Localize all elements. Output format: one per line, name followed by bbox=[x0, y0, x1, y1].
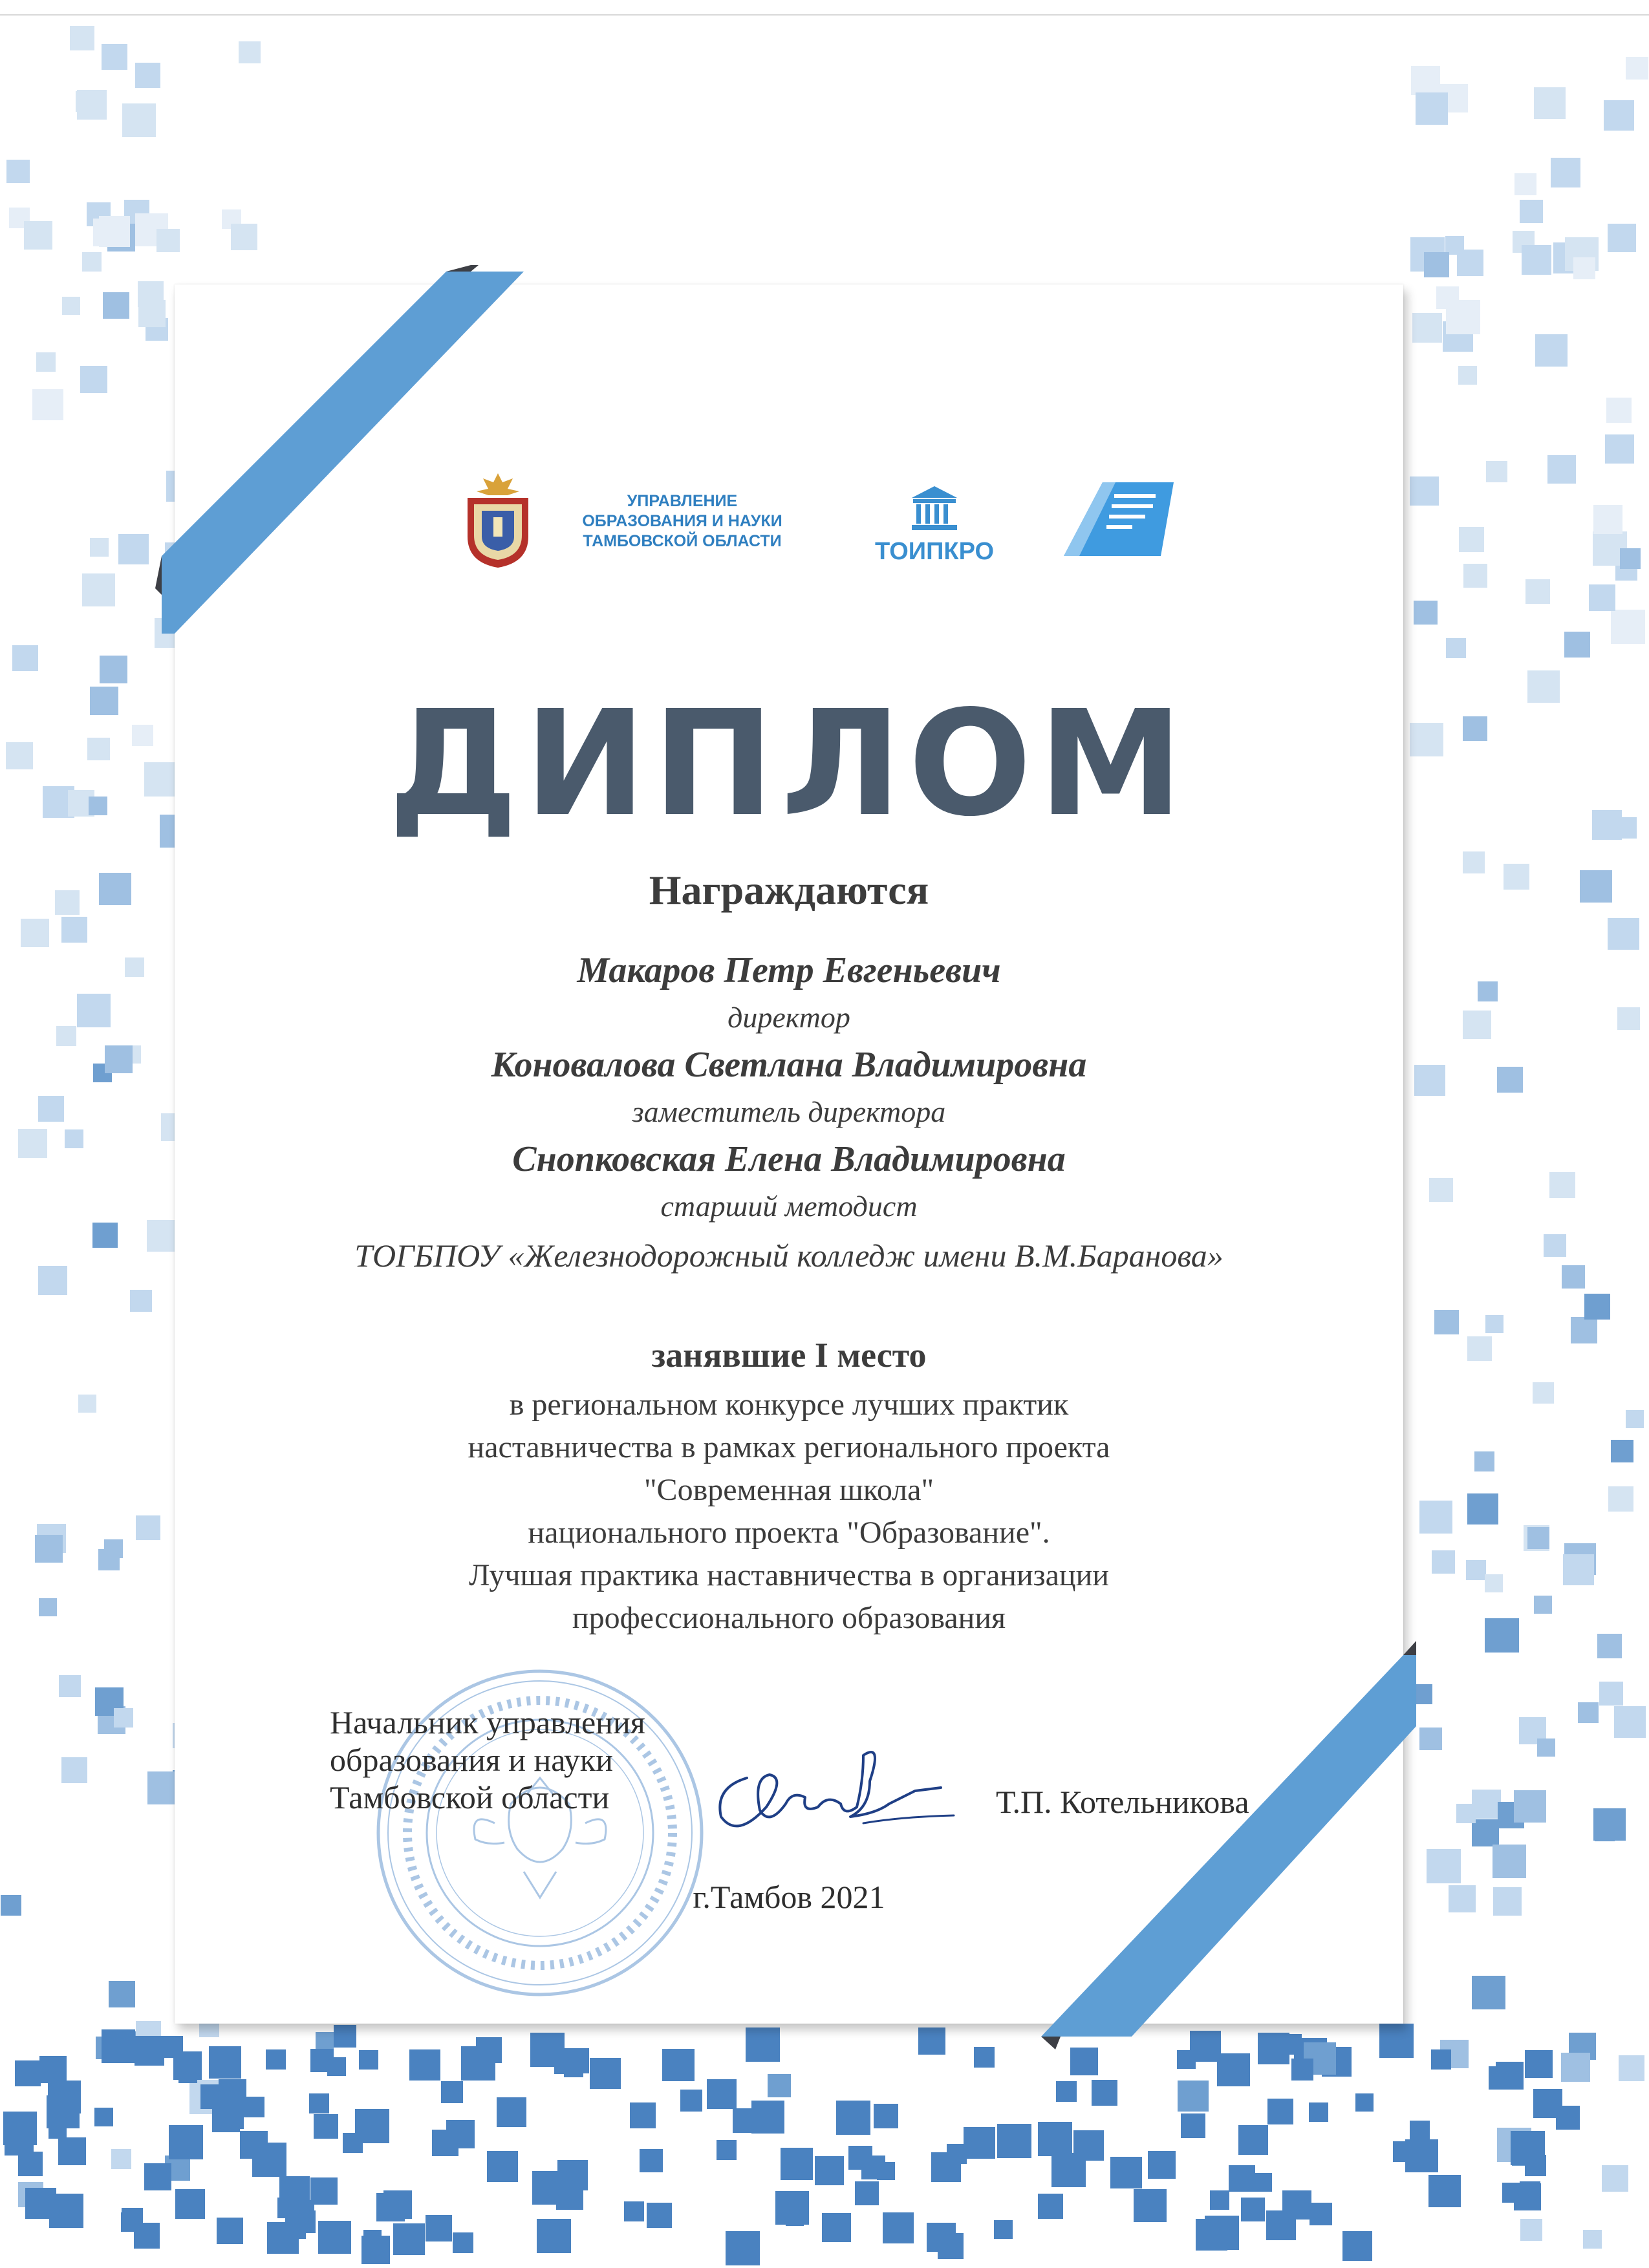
decor-square bbox=[1414, 601, 1438, 625]
decor-square bbox=[103, 292, 129, 319]
decor-square bbox=[530, 2033, 565, 2067]
decor-square bbox=[1533, 1382, 1554, 1404]
contest-line: национального проекта "Образование". bbox=[528, 1515, 1050, 1550]
decor-square bbox=[6, 160, 30, 183]
decor-square bbox=[77, 90, 107, 120]
decor-square bbox=[1597, 1634, 1622, 1658]
decor-square bbox=[77, 994, 111, 1027]
decor-square bbox=[1534, 87, 1566, 119]
decor-square bbox=[1, 1895, 21, 1916]
decor-square bbox=[169, 2125, 195, 2151]
decor-square bbox=[1416, 92, 1448, 125]
decor-square bbox=[161, 2036, 183, 2058]
decor-square bbox=[662, 2049, 695, 2081]
decor-square bbox=[1608, 1486, 1633, 1512]
decor-square bbox=[6, 742, 33, 769]
decor-square bbox=[1178, 2081, 1209, 2112]
decor-square bbox=[1414, 1065, 1445, 1096]
decor-square bbox=[132, 725, 153, 746]
decor-square bbox=[32, 389, 63, 420]
decor-square bbox=[768, 2074, 791, 2097]
decor-square bbox=[931, 2152, 961, 2182]
decor-square bbox=[1525, 2050, 1553, 2078]
decor-square bbox=[1614, 1706, 1646, 1738]
diploma-sheet bbox=[175, 284, 1403, 2024]
decor-square bbox=[1525, 579, 1550, 604]
decor-square bbox=[109, 1981, 135, 2007]
decor-square bbox=[1458, 366, 1477, 385]
decor-square bbox=[647, 2203, 672, 2228]
decor-square bbox=[1573, 257, 1595, 279]
decor-square bbox=[1564, 632, 1590, 658]
decor-square bbox=[1605, 434, 1634, 464]
decor-square bbox=[964, 2127, 995, 2159]
decor-square bbox=[1485, 1315, 1503, 1333]
decor-square bbox=[1602, 2165, 1628, 2192]
decor-square bbox=[1583, 2230, 1602, 2249]
coat-of-arms-icon bbox=[462, 472, 534, 569]
signatory-title: Начальник управления образования и науки Тамбовской области bbox=[330, 1704, 645, 1815]
decor-square bbox=[38, 1266, 67, 1295]
scan-top-edge bbox=[0, 14, 1649, 16]
decor-square bbox=[1619, 2055, 1644, 2081]
handwritten-signature bbox=[708, 1733, 973, 1849]
decor-square bbox=[12, 645, 38, 671]
decor-square bbox=[746, 2027, 780, 2062]
decor-square bbox=[92, 1223, 118, 1248]
decor-square bbox=[997, 2124, 1031, 2158]
decor-square bbox=[630, 2102, 656, 2128]
decor-square bbox=[1463, 1011, 1491, 1039]
decor-square bbox=[156, 229, 180, 252]
decor-square bbox=[39, 2056, 67, 2083]
decor-square bbox=[1606, 398, 1632, 423]
decor-square bbox=[49, 2194, 83, 2228]
decor-square bbox=[1493, 1845, 1526, 1878]
decor-square bbox=[1238, 2125, 1268, 2155]
recipient-name: Снопковская Елена Владимировна bbox=[512, 1139, 1066, 1179]
decor-square bbox=[1419, 1501, 1452, 1534]
decor-square bbox=[99, 873, 131, 905]
contest-line: профессионального образования bbox=[572, 1601, 1006, 1635]
decor-square bbox=[38, 1096, 64, 1122]
decor-square bbox=[39, 1598, 57, 1616]
decor-square bbox=[36, 352, 56, 372]
decor-square bbox=[1485, 1618, 1519, 1653]
decor-square bbox=[1410, 2121, 1430, 2141]
decor-square bbox=[376, 2193, 405, 2221]
decor-square bbox=[1177, 2050, 1196, 2069]
decor-square bbox=[1611, 610, 1645, 644]
organization-name: ТОГБПОУ «Железнодорожный колледж имени В.М.Баранова» bbox=[354, 1237, 1223, 1274]
national-projects-logo-icon bbox=[1064, 478, 1174, 556]
decor-square bbox=[1267, 2099, 1293, 2124]
decor-square bbox=[80, 366, 107, 393]
decor-square bbox=[1493, 1887, 1522, 1916]
contest-line: "Современная школа" bbox=[643, 1473, 934, 1507]
decor-square bbox=[125, 957, 144, 977]
building-columns-icon bbox=[911, 485, 958, 531]
decor-square bbox=[102, 44, 127, 70]
decor-square bbox=[1593, 1808, 1626, 1841]
decor-square bbox=[1549, 1172, 1575, 1198]
decor-square bbox=[855, 2181, 879, 2205]
decor-square bbox=[1467, 1336, 1492, 1361]
decor-square bbox=[1527, 1527, 1549, 1549]
decor-square bbox=[1578, 1702, 1599, 1723]
decor-square bbox=[130, 1290, 152, 1312]
decor-square bbox=[18, 1129, 47, 1158]
decor-square bbox=[1472, 1790, 1501, 1819]
decor-square bbox=[1551, 158, 1580, 187]
decor-square bbox=[21, 919, 49, 947]
decor-square bbox=[1449, 1885, 1476, 1912]
decor-square bbox=[239, 41, 261, 63]
decor-square bbox=[56, 1026, 76, 1046]
decor-square bbox=[1608, 918, 1639, 950]
decor-square bbox=[1522, 245, 1551, 275]
decor-square bbox=[680, 2090, 702, 2112]
decor-square bbox=[212, 2104, 240, 2132]
decor-square bbox=[1253, 2173, 1272, 2192]
decor-square bbox=[121, 2212, 140, 2232]
decor-square bbox=[1604, 100, 1634, 131]
decor-square bbox=[1562, 1265, 1585, 1289]
decor-square bbox=[1593, 505, 1622, 534]
decor-square bbox=[147, 1220, 178, 1252]
logo-row bbox=[175, 472, 1403, 582]
decor-square bbox=[1608, 224, 1636, 252]
decor-square bbox=[1342, 2231, 1372, 2261]
decor-square bbox=[61, 917, 87, 943]
decor-square bbox=[938, 2233, 964, 2259]
decor-square bbox=[1355, 2093, 1374, 2112]
decor-square bbox=[1466, 1560, 1486, 1580]
decor-square bbox=[314, 2114, 338, 2139]
organizer-name: УПРАВЛЕНИЕ ОБРАЗОВАНИЯ И НАУКИ ТАМБОВСКОЙ ОБЛАСТИ bbox=[582, 492, 782, 550]
decor-square bbox=[1038, 2122, 1072, 2156]
decor-square bbox=[58, 2137, 86, 2165]
decor-square bbox=[277, 2198, 298, 2218]
decor-square bbox=[1205, 2216, 1239, 2250]
decor-square bbox=[102, 2029, 135, 2063]
decor-square bbox=[122, 103, 156, 137]
decor-square bbox=[1457, 250, 1483, 276]
decor-square bbox=[48, 2081, 81, 2113]
contest-description bbox=[175, 1384, 1403, 1640]
toipkro-label: ТОИПКРО bbox=[874, 538, 995, 565]
decor-square bbox=[1485, 1574, 1503, 1592]
diploma-title: ДИПЛОМ bbox=[388, 679, 1190, 849]
decor-square bbox=[590, 2058, 621, 2089]
recipient-name: Коновалова Светлана Владимировна bbox=[491, 1045, 1087, 1085]
decor-square bbox=[1514, 1790, 1546, 1823]
decor-square bbox=[1563, 1554, 1594, 1585]
decor-square bbox=[175, 2189, 205, 2219]
decor-square bbox=[114, 1708, 133, 1728]
decor-square bbox=[100, 656, 127, 683]
decor-square bbox=[1626, 1410, 1644, 1428]
decor-square bbox=[707, 2079, 737, 2109]
decor-square bbox=[1617, 1007, 1640, 1030]
decor-square bbox=[640, 2149, 663, 2172]
decor-square bbox=[1051, 2153, 1086, 2187]
decor-square bbox=[35, 1535, 63, 1563]
decor-square bbox=[1496, 2062, 1524, 2090]
decor-square bbox=[1405, 2139, 1438, 2172]
decor-square bbox=[90, 687, 118, 715]
decor-square bbox=[1599, 1682, 1623, 1706]
decor-square bbox=[815, 2156, 844, 2185]
decor-square bbox=[310, 2177, 338, 2205]
decor-square bbox=[1410, 723, 1443, 756]
decor-square bbox=[87, 738, 110, 760]
decor-square bbox=[316, 2032, 334, 2050]
decor-square bbox=[1056, 2081, 1077, 2102]
decor-square bbox=[1217, 2053, 1250, 2086]
decor-square bbox=[1533, 2089, 1562, 2118]
decor-square bbox=[1615, 817, 1637, 839]
decor-square bbox=[61, 1757, 87, 1783]
decor-square bbox=[89, 797, 107, 815]
decor-square bbox=[1511, 2131, 1545, 2165]
decor-square bbox=[240, 2131, 268, 2159]
decor-square bbox=[1561, 2053, 1590, 2082]
decor-square bbox=[1419, 1728, 1442, 1750]
decor-square bbox=[426, 2215, 452, 2241]
signer-name: Т.П. Котельникова bbox=[996, 1784, 1249, 1820]
decor-square bbox=[1291, 2059, 1313, 2081]
decor-square bbox=[285, 2218, 306, 2239]
recipient-role: директор bbox=[727, 1001, 850, 1034]
decor-square bbox=[1410, 476, 1439, 506]
decor-square bbox=[726, 2231, 760, 2265]
decor-square bbox=[1503, 864, 1529, 890]
decor-square bbox=[135, 63, 160, 88]
decor-square bbox=[556, 2183, 583, 2210]
decor-square bbox=[1070, 2048, 1098, 2075]
decor-square bbox=[733, 2108, 757, 2133]
decor-square bbox=[1411, 66, 1440, 95]
decor-square bbox=[974, 2047, 995, 2068]
decor-square bbox=[1282, 2190, 1311, 2220]
toipkro-logo bbox=[867, 485, 1002, 569]
decor-square bbox=[310, 2049, 334, 2072]
decor-square bbox=[537, 2219, 571, 2253]
decor-square bbox=[209, 2046, 241, 2079]
decor-square bbox=[1463, 564, 1487, 588]
recipient-role: заместитель директора bbox=[632, 1095, 946, 1128]
decor-square bbox=[1229, 2165, 1255, 2192]
decor-square bbox=[1431, 2049, 1451, 2070]
decor-square bbox=[3, 2112, 37, 2145]
decor-square bbox=[65, 1129, 83, 1148]
recipients-list bbox=[175, 947, 1403, 1278]
decor-square bbox=[355, 2109, 389, 2143]
decor-square bbox=[363, 2230, 382, 2248]
decor-square bbox=[1110, 2157, 1142, 2188]
decor-square bbox=[1424, 252, 1449, 277]
decor-square bbox=[135, 2036, 164, 2066]
decor-square bbox=[1463, 716, 1487, 741]
decor-square bbox=[334, 2025, 356, 2048]
decor-square bbox=[231, 224, 257, 250]
recipient-name: Макаров Петр Евгеньевич bbox=[577, 950, 1001, 990]
decor-square bbox=[1497, 1067, 1523, 1093]
decor-square bbox=[1589, 584, 1615, 611]
decor-square bbox=[487, 2151, 518, 2182]
decor-square bbox=[1038, 2194, 1063, 2219]
decor-square bbox=[1463, 851, 1485, 873]
decor-square bbox=[497, 2097, 526, 2127]
decor-square bbox=[1134, 2189, 1167, 2222]
decor-square bbox=[309, 2093, 329, 2113]
decor-square bbox=[1472, 1976, 1505, 2009]
decor-square bbox=[1446, 300, 1480, 334]
decor-square bbox=[217, 2218, 243, 2244]
decor-square bbox=[1611, 1440, 1633, 1462]
decor-square bbox=[1626, 57, 1648, 80]
decor-square bbox=[1486, 461, 1507, 482]
decor-square bbox=[1456, 1804, 1476, 1823]
decor-square bbox=[1547, 455, 1576, 484]
decor-square bbox=[1537, 1738, 1555, 1757]
decor-square bbox=[144, 762, 178, 797]
decor-square bbox=[82, 252, 102, 272]
decor-square bbox=[918, 2027, 945, 2055]
decor-square bbox=[1434, 1310, 1459, 1334]
decor-square bbox=[144, 2163, 171, 2190]
decor-square bbox=[446, 2120, 475, 2148]
decor-square bbox=[1092, 2080, 1117, 2106]
decor-square bbox=[1520, 200, 1543, 223]
decor-square bbox=[1459, 527, 1484, 552]
decor-square bbox=[1427, 1849, 1461, 1883]
contest-line: в региональном конкурсе лучших практик bbox=[509, 1387, 1069, 1422]
decor-square bbox=[1429, 1178, 1453, 1202]
recipient-role: старший методист bbox=[660, 1190, 918, 1223]
decor-square bbox=[624, 2201, 644, 2221]
decor-square bbox=[111, 2149, 131, 2169]
decor-square bbox=[118, 534, 149, 564]
decor-square bbox=[1502, 2183, 1522, 2203]
decor-square bbox=[717, 2140, 737, 2160]
decor-square bbox=[15, 2060, 41, 2086]
decor-square bbox=[1310, 2203, 1332, 2225]
decor-square bbox=[1514, 173, 1536, 195]
decor-square bbox=[1181, 2113, 1205, 2138]
decor-square bbox=[1428, 2175, 1461, 2207]
decor-square bbox=[62, 297, 80, 315]
decor-square bbox=[266, 2049, 286, 2070]
decor-square bbox=[409, 2049, 440, 2081]
city-year: г.Тамбов 2021 bbox=[693, 1879, 885, 1915]
decor-square bbox=[1210, 2190, 1229, 2210]
decor-square bbox=[82, 573, 115, 606]
decor-square bbox=[105, 1045, 133, 1073]
decor-square bbox=[836, 2101, 870, 2135]
decor-square bbox=[822, 2213, 851, 2242]
decor-square bbox=[393, 2223, 425, 2255]
decor-square bbox=[93, 219, 121, 246]
decor-square bbox=[874, 2104, 898, 2128]
decor-square bbox=[453, 2232, 473, 2253]
decor-square bbox=[476, 2037, 502, 2063]
decor-square bbox=[1478, 981, 1498, 1001]
decor-square bbox=[244, 2097, 264, 2117]
award-heading: Награждаются bbox=[649, 867, 929, 913]
decor-square bbox=[1432, 1550, 1455, 1574]
decor-square bbox=[1258, 2033, 1289, 2064]
decor-square bbox=[1534, 1596, 1552, 1614]
decor-square bbox=[877, 2162, 895, 2180]
decor-square bbox=[1620, 548, 1641, 569]
decor-square bbox=[318, 2221, 351, 2254]
decor-square bbox=[1241, 2198, 1265, 2221]
decor-square bbox=[98, 1549, 120, 1570]
decor-square bbox=[94, 2108, 113, 2126]
decor-square bbox=[1520, 2181, 1540, 2202]
decor-square bbox=[136, 1515, 160, 1540]
decor-square bbox=[1584, 1294, 1610, 1320]
decor-square bbox=[1467, 1493, 1498, 1524]
decor-square bbox=[994, 2220, 1013, 2239]
decor-square bbox=[883, 2212, 914, 2243]
decor-square bbox=[78, 1395, 96, 1413]
decor-square bbox=[24, 221, 52, 250]
decor-square bbox=[1472, 1819, 1499, 1846]
decor-square bbox=[1527, 670, 1560, 703]
place-title: занявшие I место bbox=[651, 1336, 927, 1375]
decor-square bbox=[781, 2148, 813, 2180]
decor-square bbox=[1412, 313, 1442, 343]
decor-square bbox=[1148, 2151, 1176, 2179]
decor-square bbox=[59, 1675, 81, 1697]
decor-square bbox=[1474, 1451, 1494, 1471]
decor-square bbox=[775, 2191, 809, 2225]
decor-square bbox=[359, 2050, 378, 2070]
decor-square bbox=[70, 26, 94, 50]
decor-square bbox=[90, 538, 109, 557]
corner-ribbon-bottom-right bbox=[1041, 1655, 1416, 2037]
decor-square bbox=[441, 2081, 463, 2103]
decor-square bbox=[1520, 2219, 1542, 2241]
decor-square bbox=[564, 2058, 583, 2077]
decor-square bbox=[1544, 1234, 1566, 1257]
decor-square bbox=[1580, 870, 1612, 903]
contest-line: наставничества в рамках регионального проекта bbox=[468, 1430, 1110, 1464]
decor-square bbox=[55, 890, 80, 915]
decor-square bbox=[1309, 2102, 1328, 2122]
decor-square bbox=[1571, 1317, 1597, 1343]
contest-line: Лучшая практика наставничества в организации bbox=[469, 1558, 1109, 1592]
decor-square bbox=[1446, 638, 1466, 658]
decor-square bbox=[1535, 334, 1568, 367]
